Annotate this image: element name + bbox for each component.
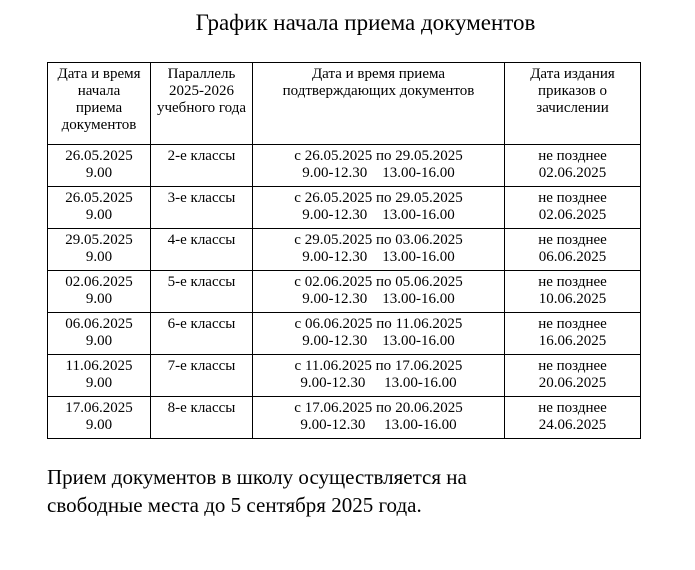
- header-line: Дата издания: [530, 66, 615, 82]
- cell-order: не позднее 02.06.2025: [505, 187, 641, 229]
- cell-start: 26.05.2025 9.00: [48, 187, 151, 229]
- cell-grade: 5-е классы: [151, 271, 253, 313]
- header-line: Параллель: [167, 66, 236, 82]
- cell-start: 26.05.2025 9.00: [48, 145, 151, 187]
- cell-period: с 26.05.2025 по 29.05.2025 9.00-12.30 13.00-16.00: [253, 145, 505, 187]
- cell-order: не позднее 16.06.2025: [505, 313, 641, 355]
- cell-order: не позднее 20.06.2025: [505, 355, 641, 397]
- cell-period: с 11.06.2025 по 17.06.2025 9.00-12.30 13.00-16.00: [253, 355, 505, 397]
- cell-grade: 8-е классы: [151, 397, 253, 439]
- cell-start: 17.06.2025 9.00: [48, 397, 151, 439]
- table-row: [48, 271, 641, 313]
- cell-order: не позднее 02.06.2025: [505, 145, 641, 187]
- cell-period: с 17.06.2025 по 20.06.2025 9.00-12.30 13.00-16.00: [253, 397, 505, 439]
- cell-grade: 3-е классы: [151, 187, 253, 229]
- table-row: [48, 187, 641, 229]
- header-documents-period: [253, 63, 505, 145]
- cell-grade: 2-е классы: [151, 145, 253, 187]
- header-line: Дата и время: [57, 66, 141, 82]
- admission-note: [47, 463, 667, 519]
- header-line: Дата и время приема: [311, 66, 446, 82]
- table-row: [48, 355, 641, 397]
- table-row: [48, 397, 641, 439]
- cell-start: 29.05.2025 9.00: [48, 229, 151, 271]
- header-line: учебного года: [156, 100, 247, 116]
- header-order-date: [505, 63, 641, 145]
- cell-period: с 02.06.2025 по 05.06.2025 9.00-12.30 13.00-16.00: [253, 271, 505, 313]
- admission-note-line: Прием документов в школу осуществляется на: [47, 465, 467, 489]
- cell-start: 06.06.2025 9.00: [48, 313, 151, 355]
- header-line: начала: [77, 83, 121, 99]
- cell-period: с 26.05.2025 по 29.05.2025 9.00-12.30 13.00-16.00: [253, 187, 505, 229]
- table-row: [48, 313, 641, 355]
- cell-order: не позднее 06.06.2025: [505, 229, 641, 271]
- table-header-row: [48, 63, 641, 145]
- header-line: зачислении: [536, 100, 609, 116]
- header-line: 2025-2026: [169, 83, 234, 99]
- cell-order: не позднее 10.06.2025: [505, 271, 641, 313]
- cell-period: с 29.05.2025 по 03.06.2025 9.00-12.30 13.00-16.00: [253, 229, 505, 271]
- cell-start: 11.06.2025 9.00: [48, 355, 151, 397]
- page-title: График начала приема документов: [195, 10, 536, 35]
- header-line: документов: [61, 117, 137, 133]
- cell-grade: 6-е классы: [151, 313, 253, 355]
- schedule-table: [47, 62, 641, 439]
- table-row: [48, 229, 641, 271]
- cell-period: с 06.06.2025 по 11.06.2025 9.00-12.30 13.00-16.00: [253, 313, 505, 355]
- cell-order: не позднее 24.06.2025: [505, 397, 641, 439]
- header-line: подтверждающих документов: [282, 83, 475, 99]
- cell-grade: 7-е классы: [151, 355, 253, 397]
- header-grade: [151, 63, 253, 145]
- cell-start: 02.06.2025 9.00: [48, 271, 151, 313]
- header-start-datetime: [48, 63, 151, 145]
- admission-note-line: свободные места до 5 сентября 2025 года.: [47, 493, 422, 517]
- header-line: приема: [75, 100, 123, 116]
- header-line: приказов о: [538, 83, 607, 99]
- cell-grade: 4-е классы: [151, 229, 253, 271]
- table-row: [48, 145, 641, 187]
